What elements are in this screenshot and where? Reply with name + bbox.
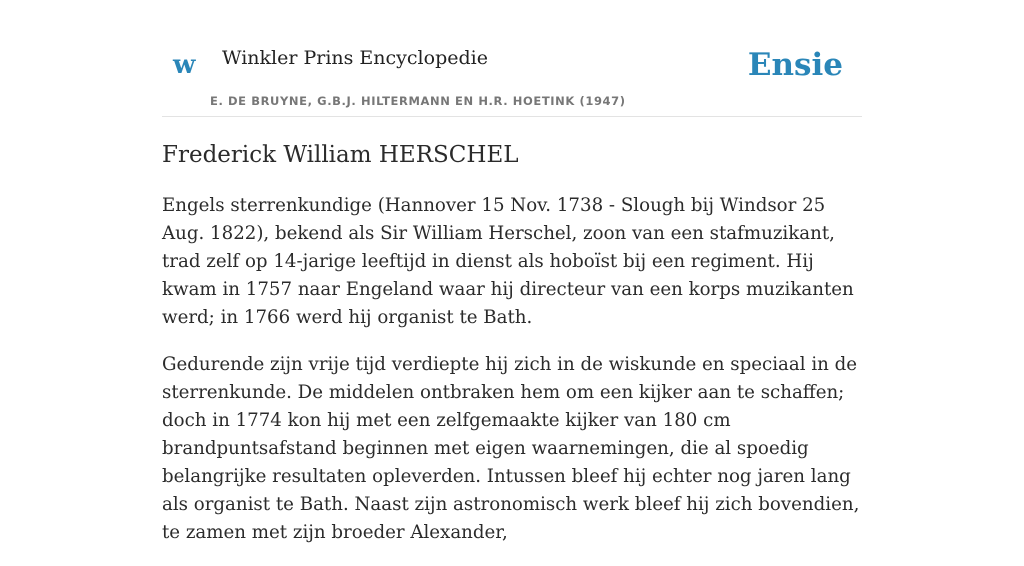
book-authors: E. DE BRUYNE, G.B.J. HILTERMANN EN H.R. HOETINK (1947): [210, 94, 626, 108]
article: [162, 140, 864, 566]
site-header: [162, 0, 862, 117]
article-paragraph: Gedurende zijn vrije tijd verdiepte hij zich in de wiskunde en speciaal in de sterrenkunde. De middelen ontbraken hem om een kijker aan te schaffen; doch in 1774 kon hij met een zelfgemaakte kijker van 180 cm brandpuntsafstand beginnen met eigen waarnemingen, die al spoedig belangrijke resultaten opleverden. Intussen bleef hij echter nog jaren lang als organist te Bath. Naast zijn astronomisch werk bleef hij zich bovendien, te zamen met zijn broeder Alexander,: [162, 354, 860, 543]
article-paragraph: Engels sterrenkundige (Hannover 15 Nov. 1738 - Slough bij Windsor 25 Aug. 1822), bekend als Sir William Herschel, zoon van een stafmuzikant, trad zelf op 14-jarige leeftijd in dienst als hoboïst bij een regiment. Hij kwam in 1757 naar Engeland waar hij directeur van een korps muzikanten werd; in 1766 werd hij organist te Bath.: [162, 195, 854, 328]
article-title: Frederick William HERSCHEL: [162, 142, 519, 168]
book-title[interactable]: Winkler Prins Encyclopedie: [222, 47, 488, 69]
ensie-logo-link[interactable]: Ensie: [747, 47, 843, 83]
logo-icon[interactable]: w: [173, 50, 196, 80]
